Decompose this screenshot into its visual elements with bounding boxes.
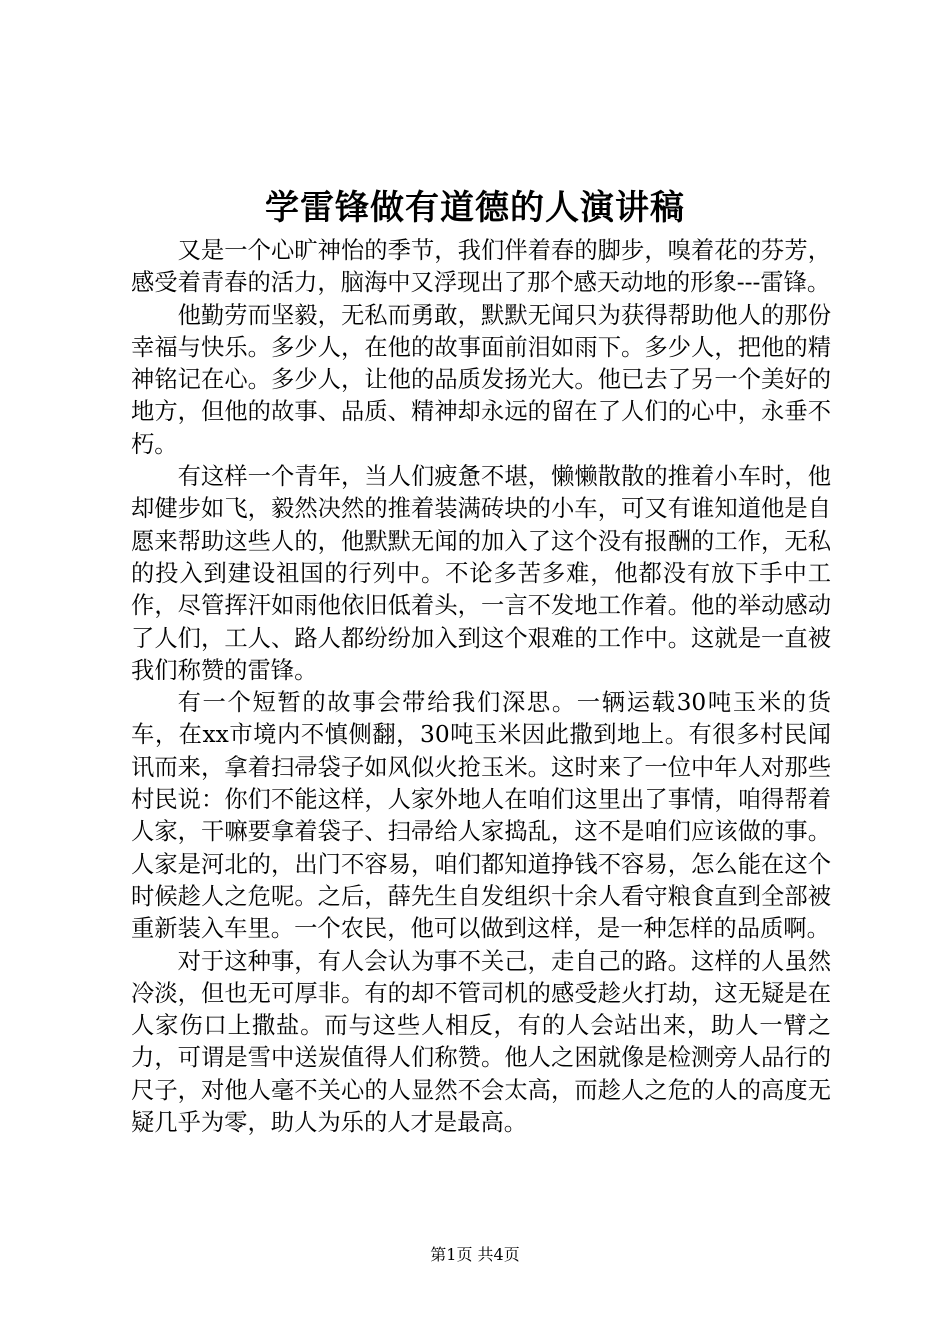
paragraph-2: 他勤劳而坚毅，无私而勇敢，默默无闻只为获得帮助他人的那份幸福与快乐。多少人，在他的故事面前泪如雨下。多少人，把他的精神铭记在心。多少人，让他的品质发扬光大。他已去了另一个美好的地方，但他的故事、品质、精神却永远的留在了人们的心中，永垂不朽。 (131, 301, 831, 458)
paragraph-5: 对于这种事，有人会认为事不关己，走自己的路。这样的人虽然冷淡，但也无可厚非。有的却不管司机的感受趁火打劫，这无疑是在人家伤口上撒盐。而与这些人相反，有的人会站出来，助人一臂之力，可谓是雪中送炭值得人们称赞。他人之困就像是检测旁人品行的尺子，对他人毫不关心的人显然不会太高，而趁人之危的人的高度无疑几乎为零，助人为乐的人才是最高。 (131, 947, 831, 1137)
paragraph-1: 又是一个心旷神怡的季节，我们伴着春的脚步，嗅着花的芬芳，感受着青春的活力，脑海中又浮现出了那个感天动地的形象---雷锋。 (131, 237, 831, 297)
page-number: 第1页 共4页 (430, 1245, 520, 1264)
paragraph-4: 有一个短暂的故事会带给我们深思。一辆运载30吨玉米的货车，在xx市境内不慎侧翻，30吨玉米因此撒到地上。有很多村民闻讯而来，拿着扫帚袋子如风似火抢玉米。这时来了一位中年人对那些村民说：你们不能这样，人家外地人在咱们这里出了事情，咱得帮着人家，干嘛要拿着袋子、扫帚给人家捣乱，这不是咱们应该做的事。人家是河北的，出门不容易，咱们都知道挣钱不容易，怎么能在这个时候趁人之危呢。之后，薛先生自发组织十余人看守粮食直到全部被重新装入车里。一个农民，他可以做到这样，是一种怎样的品质啊。 (131, 689, 831, 943)
document-body (131, 235, 831, 1139)
page-footer (0, 1243, 950, 1267)
document-title: 学雷锋做有道德的人演讲稿 (265, 188, 685, 228)
paragraph-3: 有这样一个青年，当人们疲惫不堪，懒懒散散的推着小车时，他却健步如飞，毅然决然的推着装满砖块的小车，可又有谁知道他是自愿来帮助这些人的，他默默无闻的加入了这个没有报酬的工作，无私的投入到建设祖国的行列中。不论多苦多难，他都没有放下手中工作，尽管挥汗如雨他依旧低着头，一言不发地工作着。他的举动感动了人们，工人、路人都纷纷加入到这个艰难的工作中。这就是一直被我们称赞的雷锋。 (131, 463, 831, 684)
